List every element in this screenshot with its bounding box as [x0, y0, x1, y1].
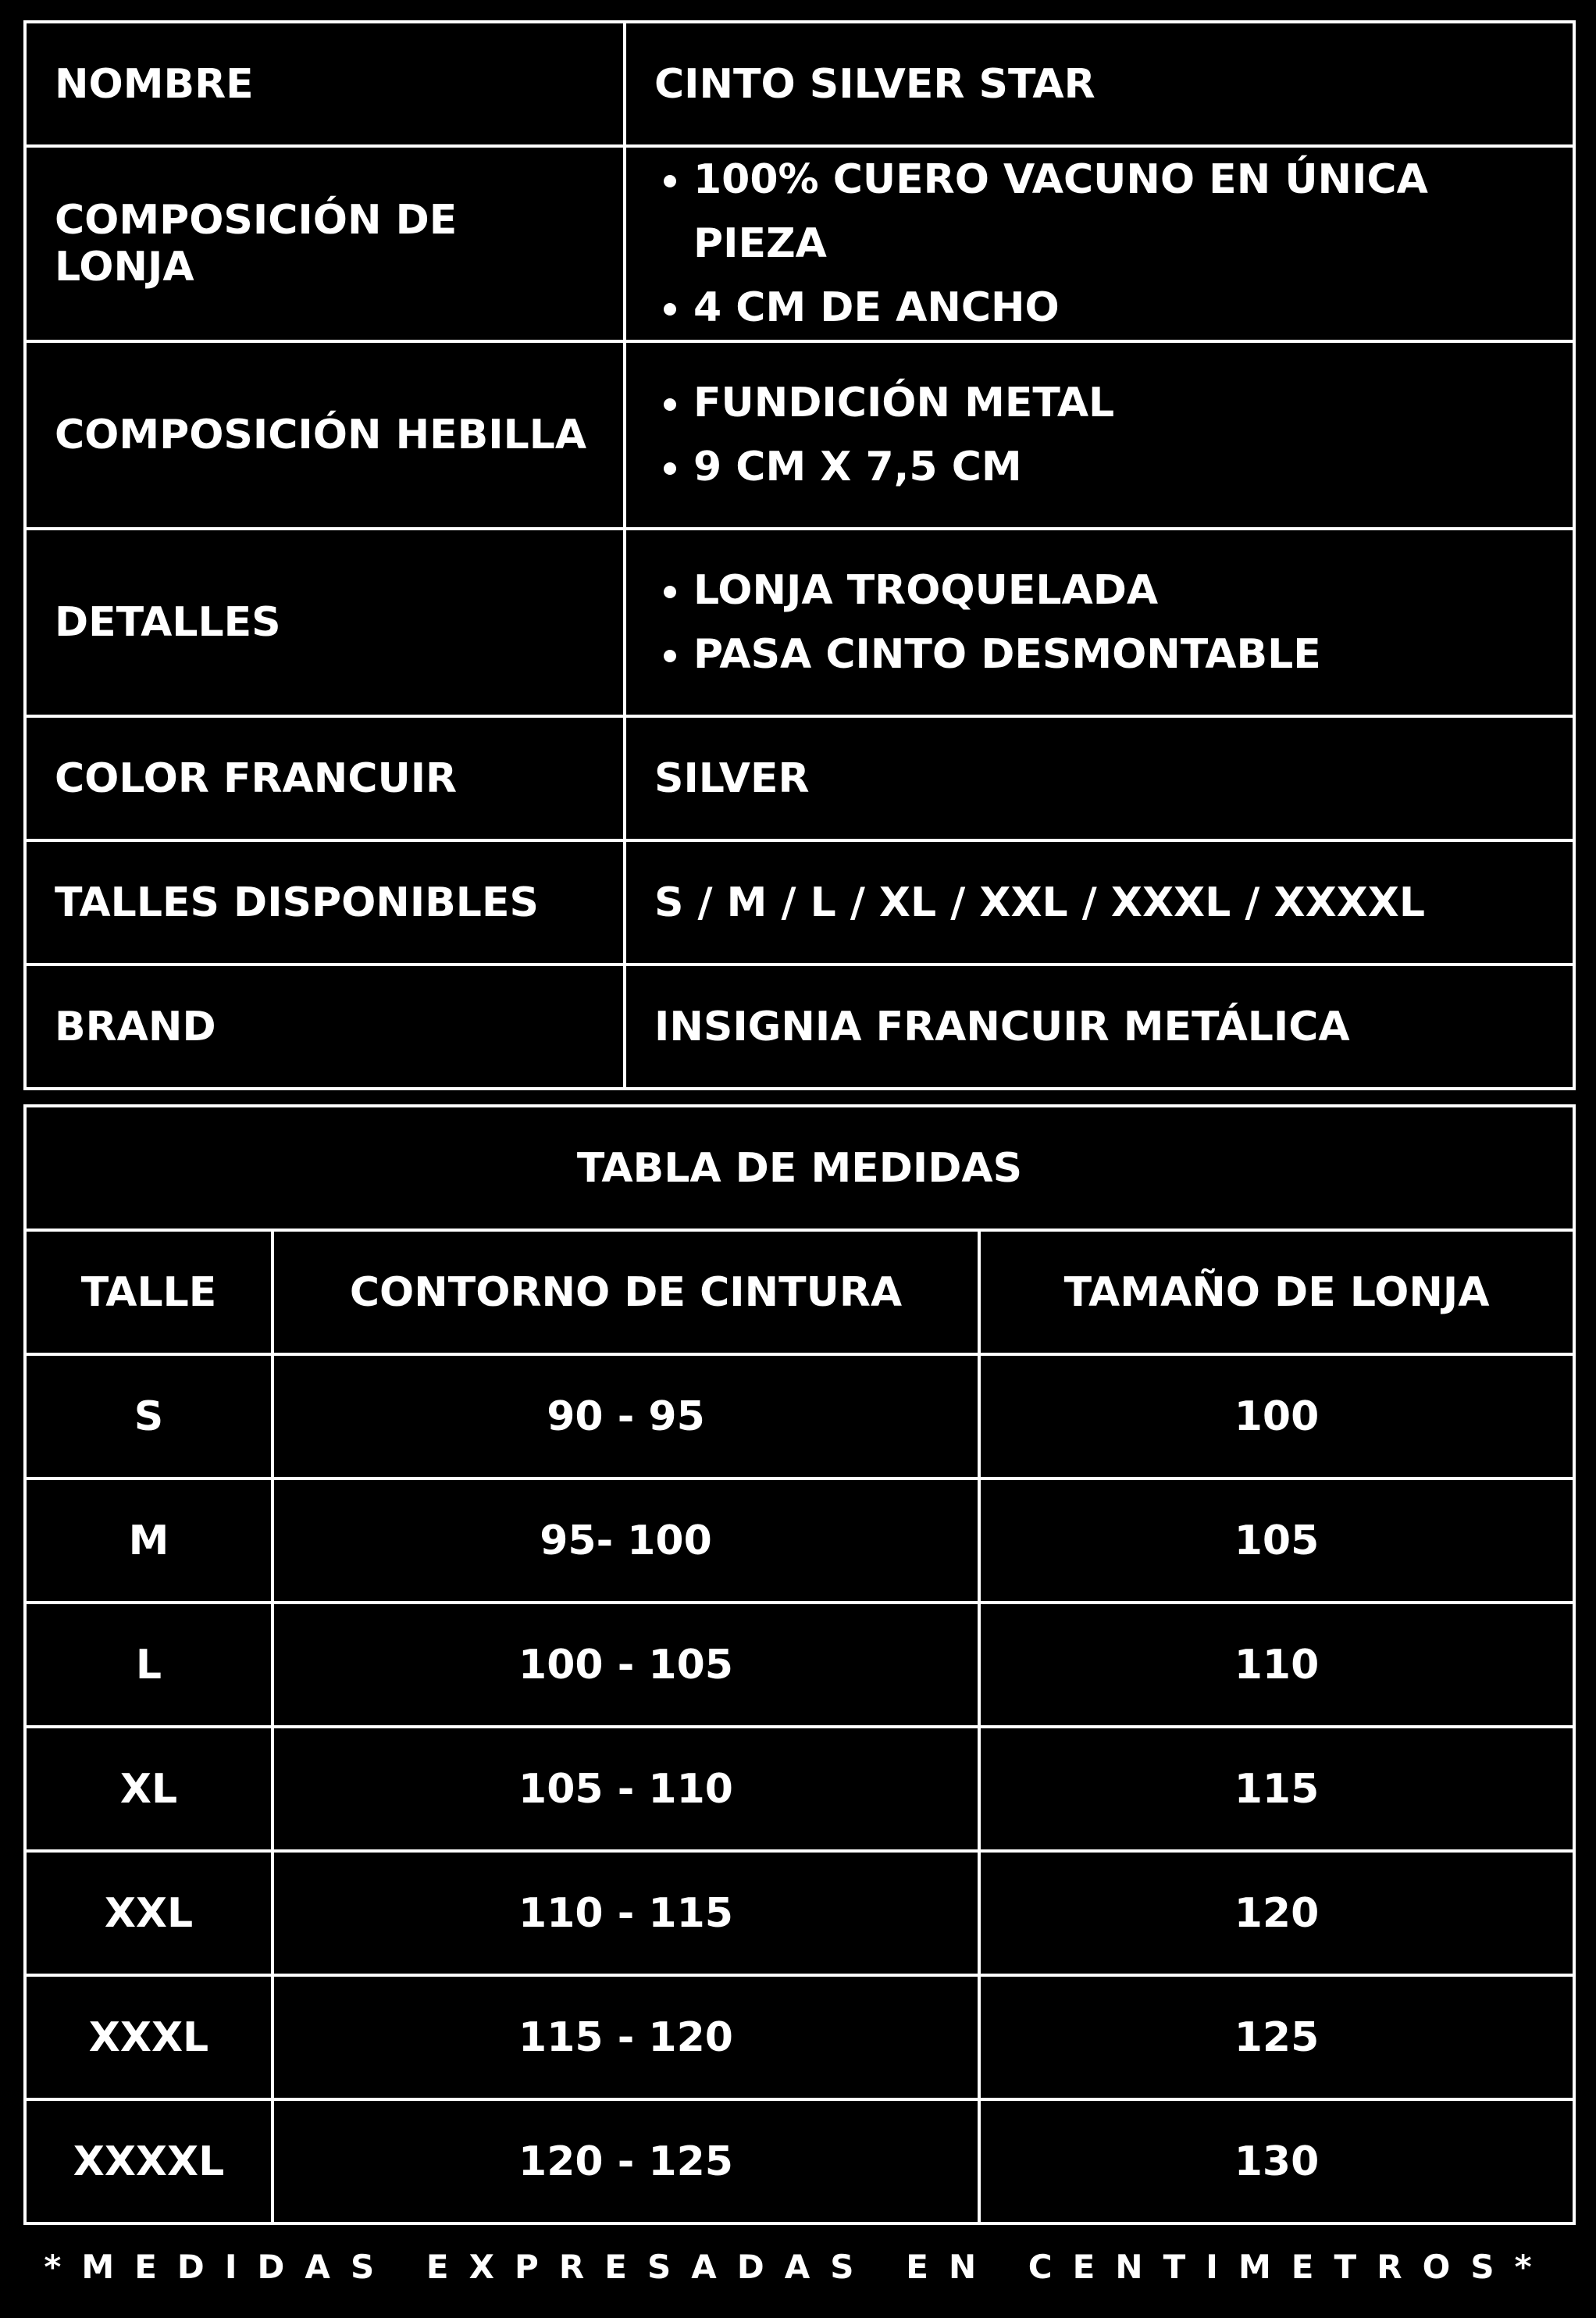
- spec-bullet: • 9 CM X 7,5 CM: [693, 435, 1544, 499]
- spec-value-list: [625, 341, 1574, 529]
- table-row: [25, 2099, 1574, 2223]
- spec-row-talles: [25, 840, 1574, 965]
- spec-label: BRAND: [25, 965, 625, 1089]
- spec-value: CINTO SILVER STAR: [625, 22, 1574, 146]
- size-chart-table: [23, 1104, 1576, 2225]
- header-talle: TALLE: [25, 1230, 273, 1354]
- cell-talle: XXXL: [25, 1975, 273, 2099]
- spec-bullet: • LONJA TROQUELADA: [693, 558, 1544, 622]
- size-table-header-row: [25, 1230, 1574, 1354]
- header-contorno: CONTORNO DE CINTURA: [273, 1230, 979, 1354]
- spec-row-color: [25, 716, 1574, 840]
- cell-tamano: 110: [979, 1603, 1574, 1727]
- footnote: *MEDIDAS EXPRESADAS EN CENTIMETROS*: [44, 2248, 1552, 2286]
- cell-talle: XXXXL: [25, 2099, 273, 2223]
- cell-talle: XL: [25, 1727, 273, 1851]
- spec-row-detalles: [25, 529, 1574, 716]
- spec-bullet: • 4 CM DE ANCHO: [693, 276, 1544, 340]
- spec-label: TALLES DISPONIBLES: [25, 840, 625, 965]
- cell-tamano: 130: [979, 2099, 1574, 2223]
- spec-label: COLOR FRANCUIR: [25, 716, 625, 840]
- cell-contorno: 110 - 115: [273, 1851, 979, 1975]
- spec-value: S / M / L / XL / XXL / XXXL / XXXXL: [625, 840, 1574, 965]
- product-spec-table: [23, 20, 1576, 1090]
- cell-talle: XXL: [25, 1851, 273, 1975]
- cell-contorno: 95- 100: [273, 1478, 979, 1603]
- cell-tamano: 115: [979, 1727, 1574, 1851]
- spec-label: DETALLES: [25, 529, 625, 716]
- table-row: [25, 1851, 1574, 1975]
- cell-tamano: 105: [979, 1478, 1574, 1603]
- table-row: [25, 1727, 1574, 1851]
- spec-row-nombre: [25, 22, 1574, 146]
- cell-contorno: 105 - 110: [273, 1727, 979, 1851]
- spec-row-composicion-lonja: [25, 146, 1574, 341]
- cell-contorno: 90 - 95: [273, 1354, 979, 1478]
- spec-value: SILVER: [625, 716, 1574, 840]
- cell-talle: M: [25, 1478, 273, 1603]
- size-table-title: TABLA DE MEDIDAS: [25, 1106, 1574, 1230]
- spec-bullet: • PASA CINTO DESMONTABLE: [693, 622, 1544, 686]
- spec-value-list: [625, 529, 1574, 716]
- spec-label: COMPOSICIÓN DE LONJA: [25, 146, 625, 341]
- cell-contorno: 115 - 120: [273, 1975, 979, 2099]
- spec-bullet: • FUNDICIÓN METAL: [693, 371, 1544, 435]
- cell-contorno: 100 - 105: [273, 1603, 979, 1727]
- spec-row-composicion-hebilla: [25, 341, 1574, 529]
- table-row: [25, 1354, 1574, 1478]
- spec-row-brand: [25, 965, 1574, 1089]
- cell-contorno: 120 - 125: [273, 2099, 979, 2223]
- table-row: [25, 1603, 1574, 1727]
- table-row: [25, 1975, 1574, 2099]
- spec-label: NOMBRE: [25, 22, 625, 146]
- spec-label: COMPOSICIÓN HEBILLA: [25, 341, 625, 529]
- spec-bullet: • 100% CUERO VACUNO EN ÚNICA PIEZA: [693, 148, 1544, 276]
- table-row: [25, 1478, 1574, 1603]
- size-table-title-row: [25, 1106, 1574, 1230]
- size-table-body: [25, 1354, 1574, 2223]
- spec-value-list: [625, 146, 1574, 341]
- cell-tamano: 125: [979, 1975, 1574, 2099]
- cell-talle: L: [25, 1603, 273, 1727]
- spec-value: INSIGNIA FRANCUIR METÁLICA: [625, 965, 1574, 1089]
- cell-tamano: 120: [979, 1851, 1574, 1975]
- cell-talle: S: [25, 1354, 273, 1478]
- cell-tamano: 100: [979, 1354, 1574, 1478]
- header-tamano: TAMAÑO DE LONJA: [979, 1230, 1574, 1354]
